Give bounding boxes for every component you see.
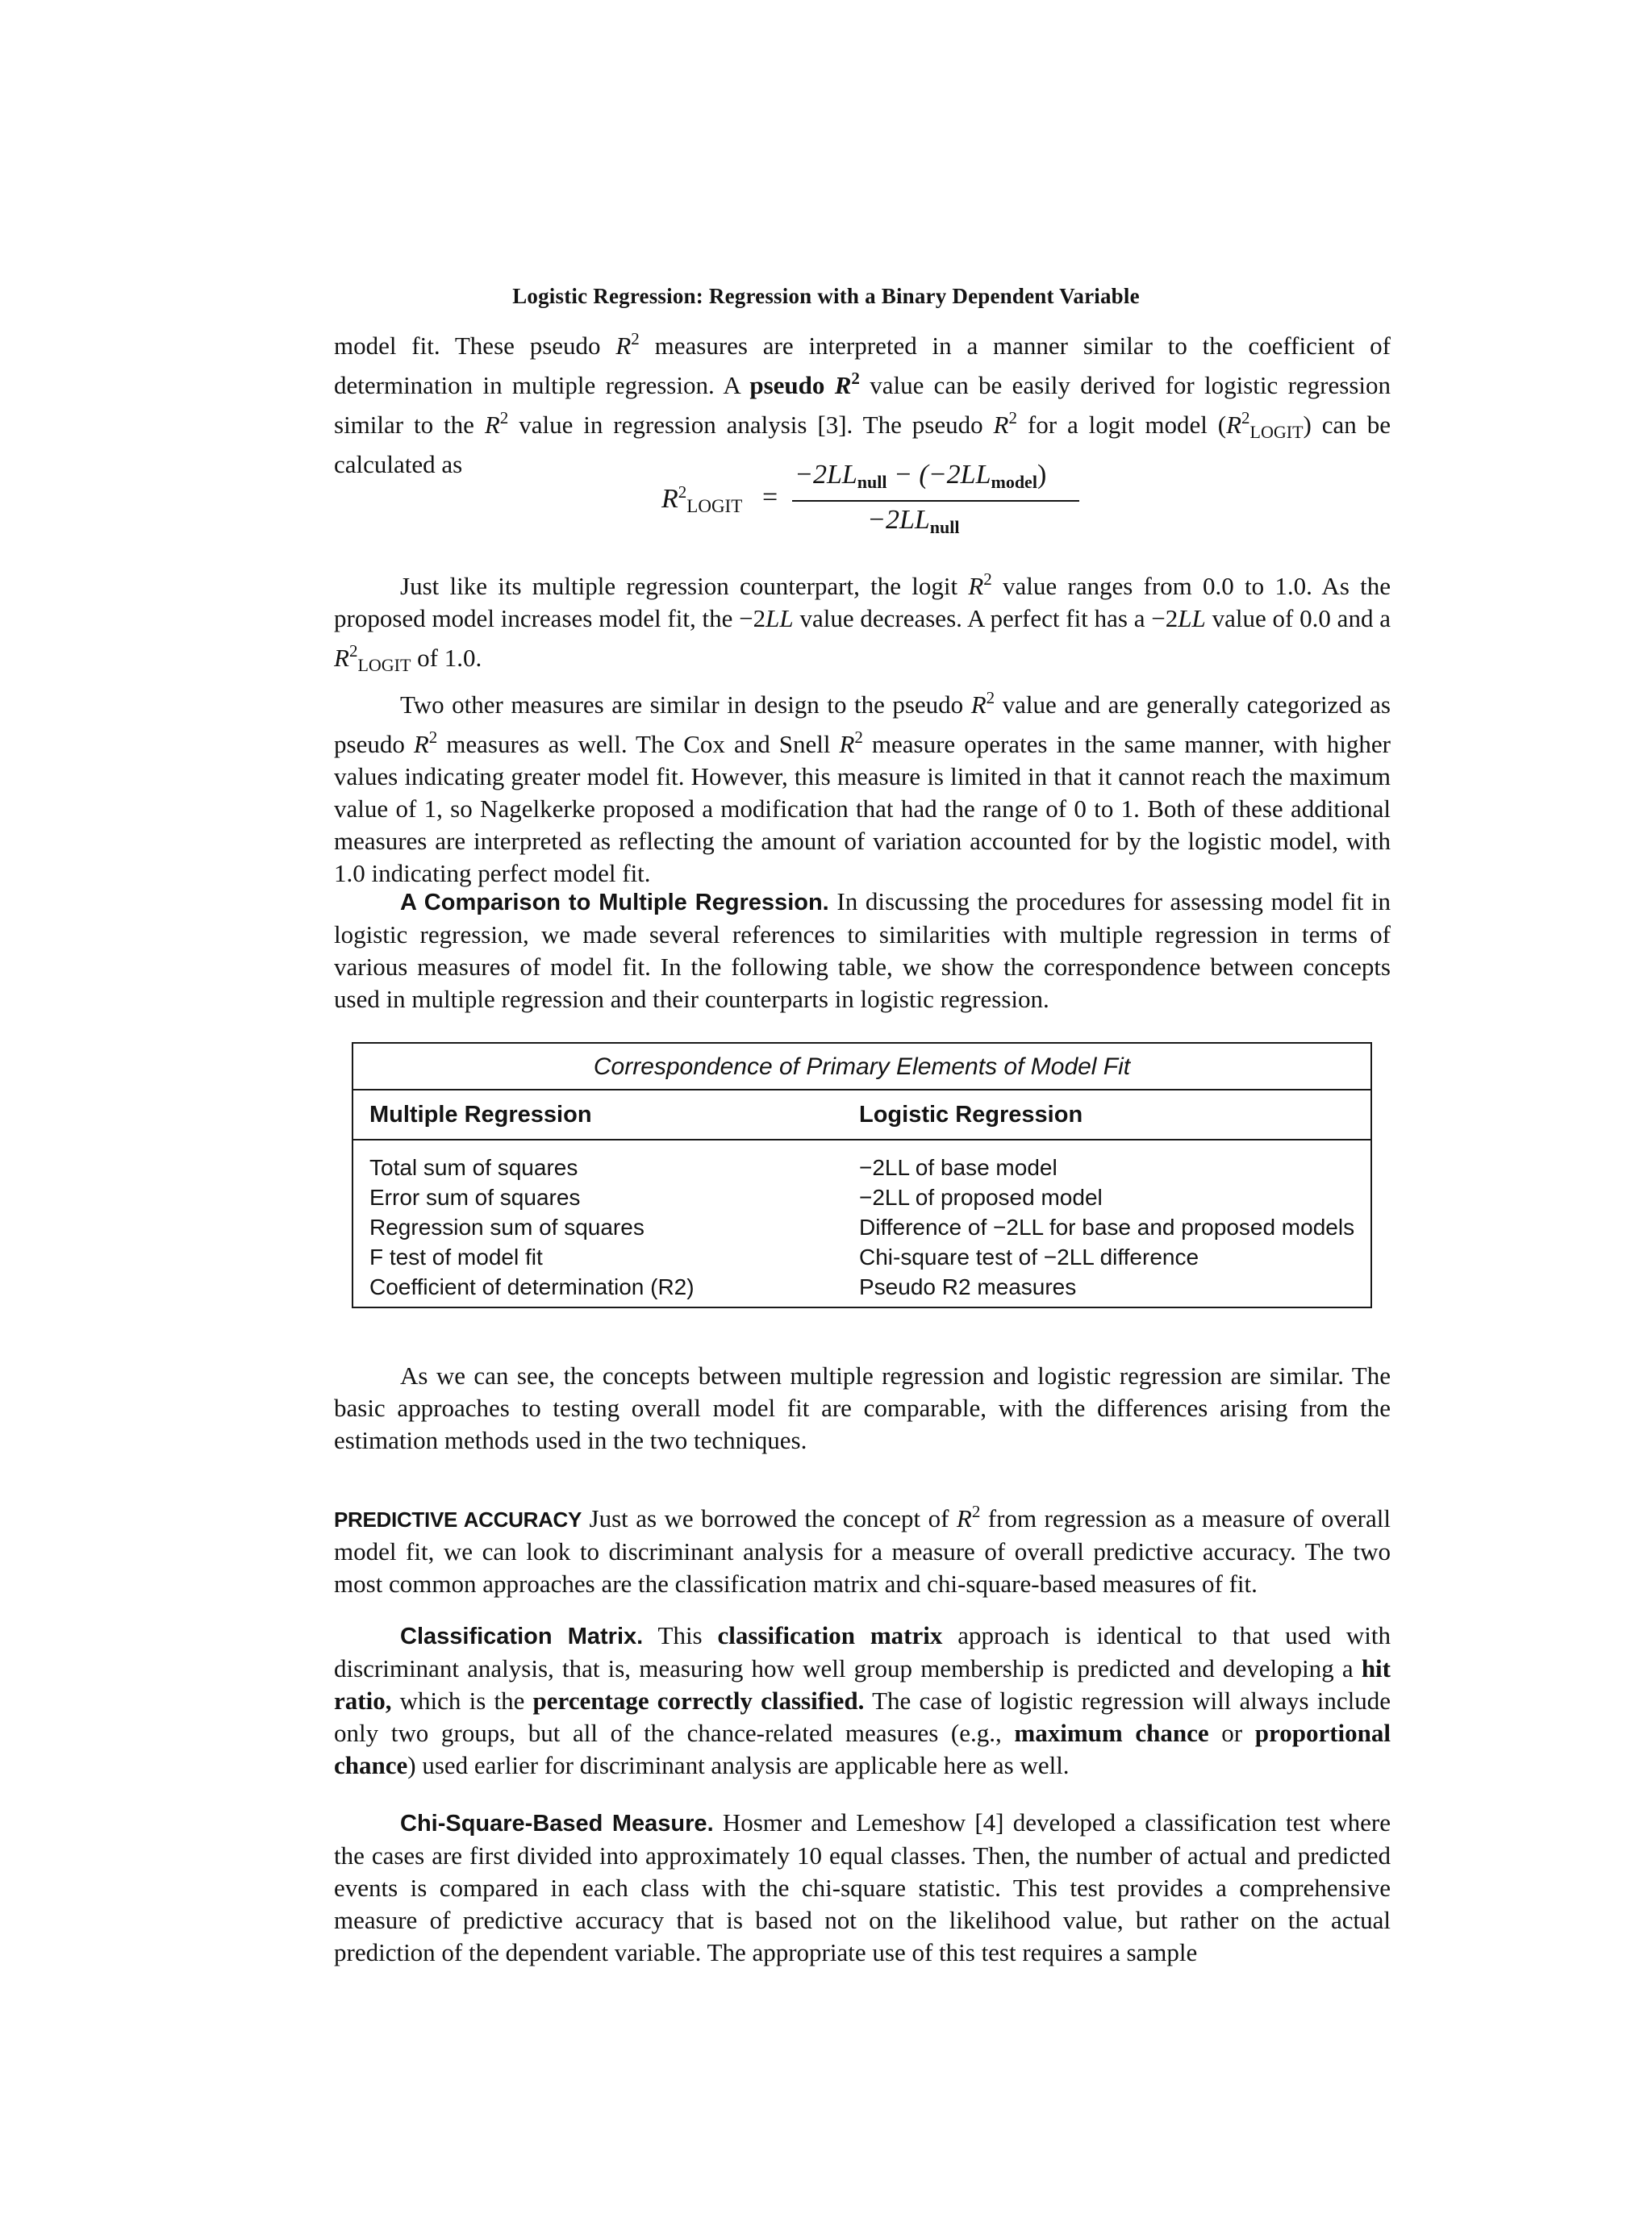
classification-heading: Classification Matrix. (400, 1624, 644, 1649)
intro-paragraph: model fit. These pseudo $R^2$ measures are interpreted in a manner similar to the coefficient of determination in multiple regression. A pseudo $R^2$ value can be easily derived for logistic regression similar to the $R^2$ value in regression analysis [3]. The pseudo $R^2$ for a logit model $(R^2_{LOGIT})$ can be calculated as (334, 329, 1391, 478)
term-pseudo-r2: pseudo $R^2$ (749, 369, 860, 399)
comparison-heading: A Comparison to Multiple Regression. (400, 890, 829, 915)
predictive-accuracy-heading: PREDICTIVE ACCURACY (334, 1507, 582, 1532)
table-cell: Difference of −2LL for base and proposed models (859, 1215, 1355, 1240)
col-header-logistic: Logistic Regression (859, 1102, 1083, 1128)
predictive-accuracy-paragraph: PREDICTIVE ACCURACY Just as we borrowed the concept of $R^2$ from regression as a measure of overall model fit, we can look to discriminant analysis for a measure of overall predictive accuracy. The two most common approaches are the classification matrix and chi-square-based measures of fit. (334, 1502, 1391, 1598)
chi-square-heading: Chi-Square-Based Measure. (400, 1811, 714, 1837)
pseudo-r2-formula (661, 460, 1081, 540)
chi-square-paragraph: Chi-Square-Based Measure. Hosmer and Lemeshow [4] developed a classification test where the cases are first divided into approximately 10 equal classes. Then, the number of actual and predicted events is compared in each class with the chi-square statistic. This test provides a comprehensive measure of predictive accuracy that is based not on the likelihood value, but rather on the actual prediction of the dependent variable. The appropriate use of this test requires a sample (334, 1808, 1391, 1966)
two-other-paragraph: Two other measures are similar in design to the pseudo $R^2$ value and are generally categorized as pseudo $R^2$ measures as well. The Cox and Snell $R^2$ measure operates in the same manner, with higher values indicating greater model fit. However, this measure is limited in that it cannot reach the maximum value of 1, so Nagelkerke proposed a modification that had the range of 0 to 1. Both of these additional measures are interpreted as reflecting the amount of variation accounted for by the logistic model, with 1.0 indicating perfect model fit. (334, 688, 1391, 887)
col-header-multiple: Multiple Regression (369, 1102, 592, 1128)
as-we-see-paragraph: As we can see, the concepts between multiple regression and logistic regression are similar. The basic approaches to testing overall model fit are comparable, with the differences arising from the estimation methods used in the two techniques. (334, 1361, 1391, 1454)
table-cell: −2LL of base model (859, 1155, 1058, 1180)
table-cell: F test of model fit (369, 1245, 543, 1270)
classification-matrix-paragraph: Classification Matrix. This classification matrix approach is identical to that used with discriminant analysis, that is, measuring how well group membership is predicted and developing a hit ratio, which is the percentage correctly classified. The case of logistic regression will always include only two groups, but all of the chance-related measures (e.g., maximum chance or proportional chance) used earlier for discriminant analysis are applicable here as well. (334, 1621, 1391, 1779)
model-fit-table (352, 1042, 1372, 1308)
fraction-bar (792, 500, 1079, 502)
table-cell: Error sum of squares (369, 1185, 581, 1210)
table-cell: Total sum of squares (369, 1155, 578, 1180)
formula-numerator: $-2LL_{null} - (-2LL_{model})$ (795, 460, 1047, 492)
formula-lhs: $R^2_{LOGIT}$ (661, 482, 743, 516)
table-caption: Correspondence of Primary Elements of Model Fit (593, 1053, 1131, 1080)
table-cell: −2LL of proposed model (859, 1185, 1103, 1210)
comparison-paragraph: A Comparison to Multiple Regression. In discussing the procedures for assessing model fit in logistic regression, we made several references to similarities with multiple regression in terms of various measures of model fit. In the following table, we show the correspondence between concepts used in multiple regression and their counterparts in logistic regression. (334, 887, 1391, 1013)
table-cell: Pseudo R2 measures (859, 1274, 1077, 1299)
formula-equals: = (762, 482, 778, 512)
table-cell: Chi-square test of −2LL difference (859, 1245, 1199, 1270)
running-head: Logistic Regression: Regression with a Binary Dependent Variable (512, 284, 1140, 308)
table-cell: Coefficient of determination (R2) (369, 1274, 695, 1299)
logistic-regression-column (859, 1153, 1354, 1302)
counterpart-paragraph: Just like its multiple regression counterpart, the logit $R^2$ value ranges from 0.0 to 1.0. As the proposed model increases model fit, the −2LL value decreases. A perfect fit has a −2LL value of 0.0 and a $R^2_{LOGIT}$ of 1.0. Two other measures are similar in design to the pseudo $R^2$ value and are generally categorized as pseudo $R^2$ measures as well. The Cox and Snell $R^2$ measure operates in the same manner, with higher values indicating greater model fit. However, this measure is limited in that it cannot reach the maximum value of 1, so Nagelkerke proposed a modification that had the range of 0 to 1. Both of these additional measures are interpreted as reflecting the amount of variation accounted for by the logistic model, with 1.0 indicating perfect model fit. (334, 563, 1391, 890)
multiple-regression-column (369, 1153, 695, 1302)
table-rule-top (353, 1089, 1370, 1090)
formula-denominator: $-2LL_{null}$ (867, 505, 960, 537)
table-rule-header (353, 1139, 1370, 1140)
table-cell: Regression sum of squares (369, 1215, 645, 1240)
